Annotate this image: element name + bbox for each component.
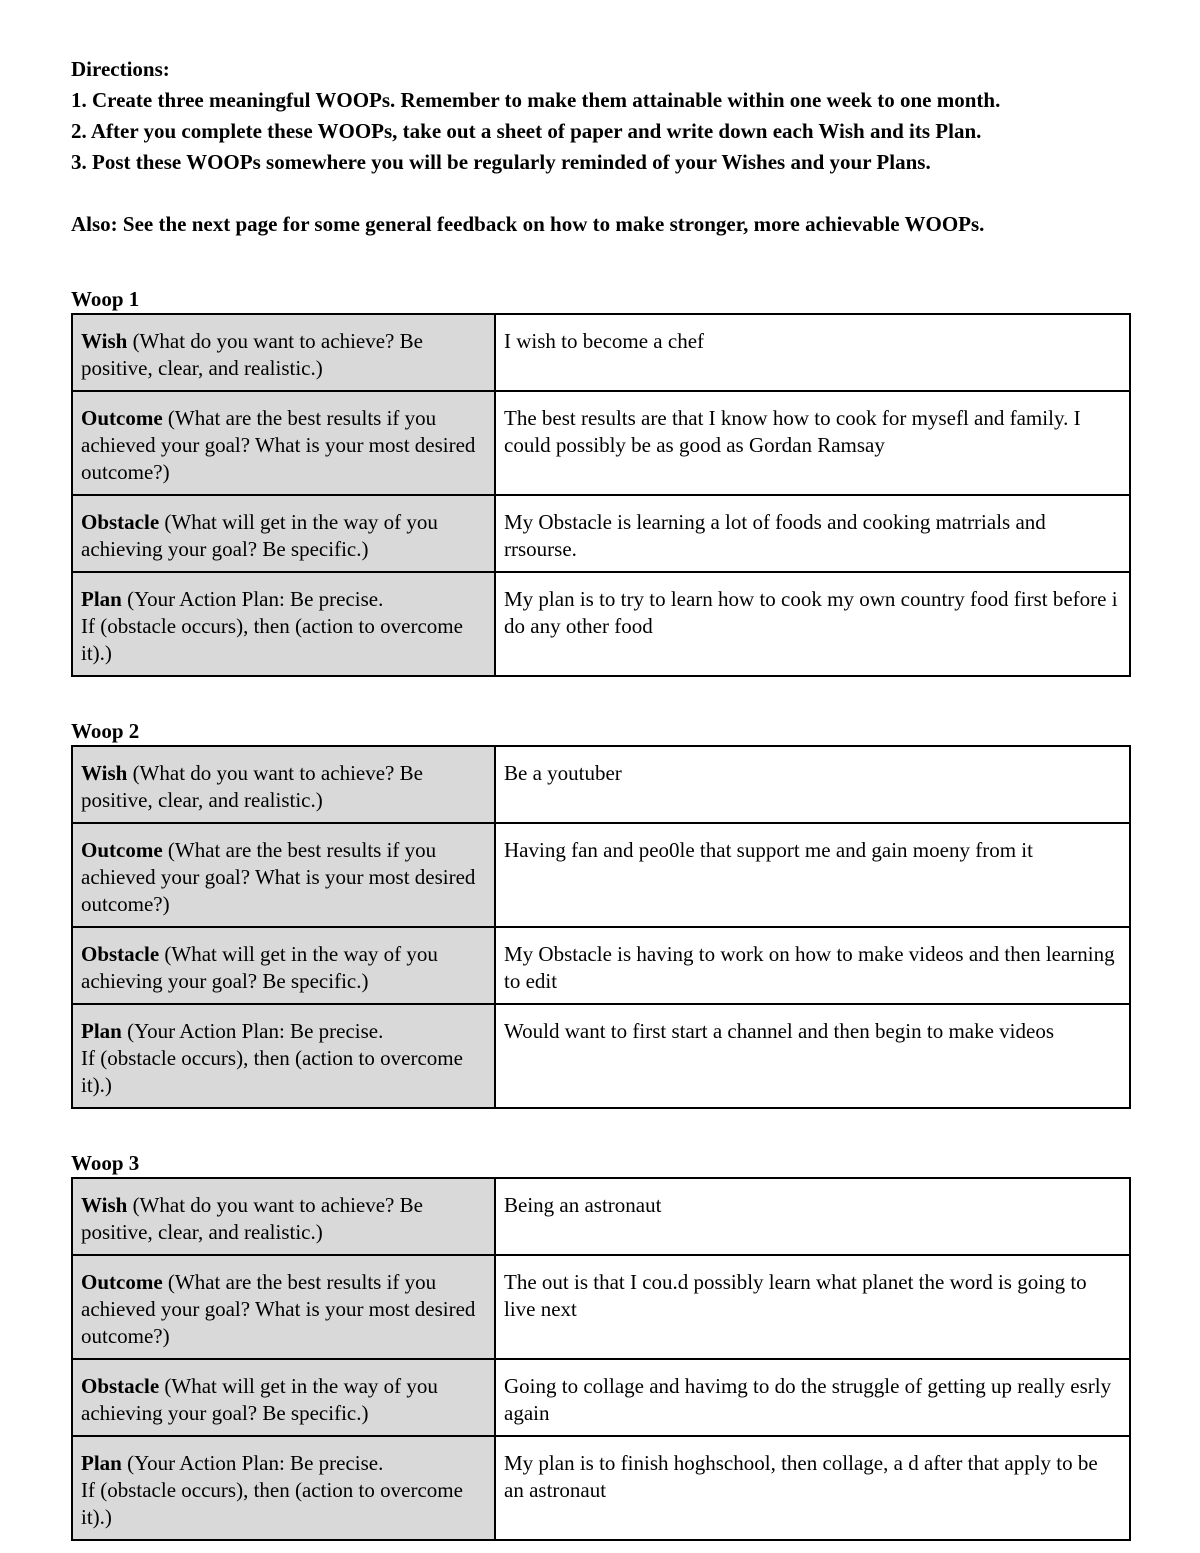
woop-block-2	[71, 717, 1133, 1109]
also-note: Also: See the next page for some general feedback on how to make stronger, more achievable WOOPs.	[71, 212, 985, 236]
plan-answer-cell[interactable]: My plan is to finish hoghschool, then collage, a d after that apply to be an astronaut	[495, 1436, 1130, 1540]
plan-answer-cell[interactable]: Would want to first start a channel and then begin to make videos	[495, 1004, 1130, 1108]
obstacle-prompt-text: (What will get in the way of you achieving your goal? Be specific.)	[81, 510, 438, 561]
outcome-term: Outcome	[81, 1270, 163, 1294]
direction-item-1: 1. Create three meaningful WOOPs. Remember to make them attainable within one week to one month.	[71, 88, 1001, 112]
woop-block-1	[71, 285, 1133, 677]
outcome-prompt-text: (What are the best results if you achieved your goal? What is your most desired outcome?)	[81, 838, 476, 916]
outcome-prompt-cell	[72, 1255, 495, 1359]
wish-answer-cell[interactable]: Being an astronaut	[495, 1178, 1130, 1255]
wish-row	[72, 314, 1130, 391]
outcome-term: Outcome	[81, 406, 163, 430]
obstacle-prompt-text: (What will get in the way of you achieving your goal? Be specific.)	[81, 942, 438, 993]
plan-prompt-text: (Your Action Plan: Be precise.	[121, 1451, 384, 1475]
wish-prompt-cell	[72, 1178, 495, 1255]
woop-table	[71, 1177, 1131, 1541]
obstacle-answer-cell[interactable]: My Obstacle is having to work on how to make videos and then learning to edit	[495, 927, 1130, 1004]
woop-table	[71, 313, 1131, 677]
outcome-answer-cell[interactable]: The best results are that I know how to cook for mysefl and family. I could possibly be as good as Gordan Ramsay	[495, 391, 1130, 495]
plan-prompt-cell	[72, 1436, 495, 1540]
plan-term: Plan	[81, 1451, 122, 1475]
woops-container	[71, 285, 1133, 1541]
wish-answer-cell[interactable]: Be a youtuber	[495, 746, 1130, 823]
directions-heading: Directions:	[71, 57, 170, 81]
plan-answer-cell[interactable]: My plan is to try to learn how to cook my own country food first before i do any other food	[495, 572, 1130, 676]
obstacle-term: Obstacle	[81, 510, 160, 534]
obstacle-prompt-cell	[72, 495, 495, 572]
wish-prompt-text: (What do you want to achieve? Be positive, clear, and realistic.)	[81, 1193, 423, 1244]
outcome-term: Outcome	[81, 838, 163, 862]
woop-title: Woop 1	[71, 287, 140, 311]
woop-block-3	[71, 1149, 1133, 1541]
plan-prompt-text: (Your Action Plan: Be precise.	[121, 1019, 384, 1043]
obstacle-term: Obstacle	[81, 942, 160, 966]
wish-prompt-cell	[72, 314, 495, 391]
obstacle-row	[72, 495, 1130, 572]
wish-answer-cell[interactable]: I wish to become a chef	[495, 314, 1130, 391]
outcome-row	[72, 391, 1130, 495]
plan-row	[72, 1004, 1130, 1108]
wish-prompt-cell	[72, 746, 495, 823]
plan-row	[72, 1436, 1130, 1540]
wish-prompt-text: (What do you want to achieve? Be positive, clear, and realistic.)	[81, 761, 423, 812]
outcome-prompt-cell	[72, 391, 495, 495]
obstacle-term: Obstacle	[81, 1374, 160, 1398]
obstacle-prompt-cell	[72, 1359, 495, 1436]
woop-title: Woop 2	[71, 719, 140, 743]
plan-prompt-text-2: If (obstacle occurs), then (action to overcome it).)	[81, 614, 463, 665]
worksheet-page	[71, 54, 1133, 1541]
plan-prompt-text-2: If (obstacle occurs), then (action to overcome it).)	[81, 1046, 463, 1097]
plan-term: Plan	[81, 587, 122, 611]
direction-item-2: 2. After you complete these WOOPs, take out a sheet of paper and write down each Wish and its Plan.	[71, 119, 982, 143]
outcome-row	[72, 1255, 1130, 1359]
direction-item-3: 3. Post these WOOPs somewhere you will be regularly reminded of your Wishes and your Plans.	[71, 150, 931, 174]
outcome-answer-cell[interactable]: The out is that I cou.d possibly learn what planet the word is going to live next	[495, 1255, 1130, 1359]
wish-row	[72, 1178, 1130, 1255]
directions-section	[71, 54, 1133, 178]
plan-term: Plan	[81, 1019, 122, 1043]
woop-title: Woop 3	[71, 1151, 140, 1175]
wish-term: Wish	[81, 329, 128, 353]
wish-term: Wish	[81, 1193, 128, 1217]
plan-prompt-cell	[72, 1004, 495, 1108]
obstacle-answer-cell[interactable]: Going to collage and havimg to do the struggle of getting up really esrly again	[495, 1359, 1130, 1436]
obstacle-answer-cell[interactable]: My Obstacle is learning a lot of foods and cooking matrrials and rrsourse.	[495, 495, 1130, 572]
woop-table	[71, 745, 1131, 1109]
wish-row	[72, 746, 1130, 823]
obstacle-prompt-cell	[72, 927, 495, 1004]
outcome-row	[72, 823, 1130, 927]
obstacle-row	[72, 1359, 1130, 1436]
outcome-answer-cell[interactable]: Having fan and peo0le that support me and gain moeny from it	[495, 823, 1130, 927]
plan-row	[72, 572, 1130, 676]
outcome-prompt-text: (What are the best results if you achieved your goal? What is your most desired outcome?)	[81, 406, 476, 484]
plan-prompt-text: (Your Action Plan: Be precise.	[121, 587, 384, 611]
wish-prompt-text: (What do you want to achieve? Be positive, clear, and realistic.)	[81, 329, 423, 380]
wish-term: Wish	[81, 761, 128, 785]
outcome-prompt-text: (What are the best results if you achieved your goal? What is your most desired outcome?)	[81, 1270, 476, 1348]
outcome-prompt-cell	[72, 823, 495, 927]
plan-prompt-cell	[72, 572, 495, 676]
plan-prompt-text-2: If (obstacle occurs), then (action to overcome it).)	[81, 1478, 463, 1529]
obstacle-row	[72, 927, 1130, 1004]
obstacle-prompt-text: (What will get in the way of you achieving your goal? Be specific.)	[81, 1374, 438, 1425]
